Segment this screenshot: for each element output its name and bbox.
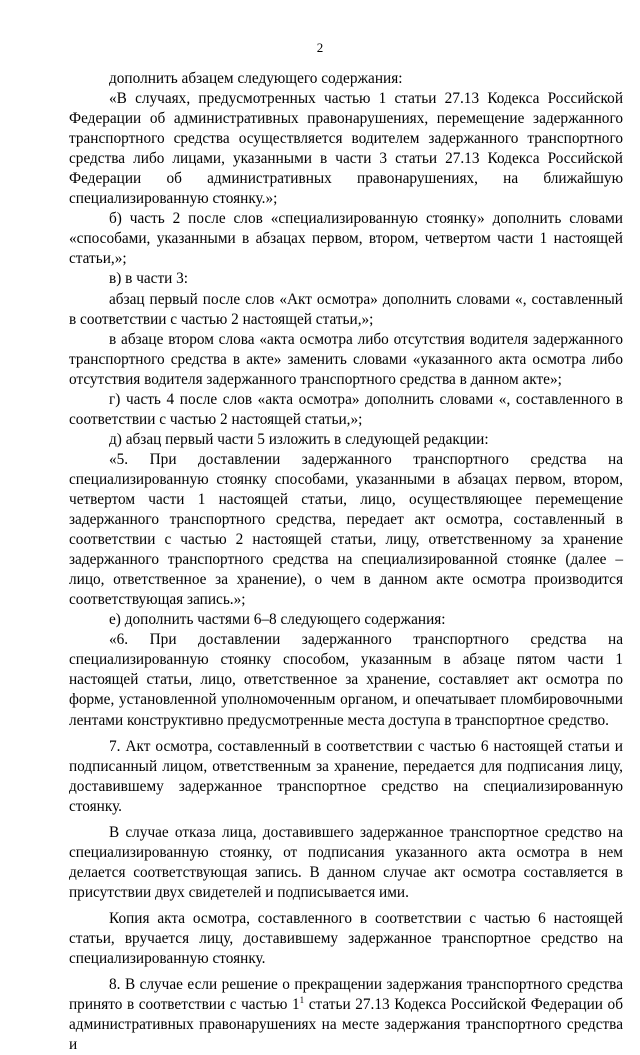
paragraph-part-8	[69, 975, 623, 1055]
paragraph-item-v: в) в части 3:	[109, 270, 189, 288]
paragraph-part-5: «5. При доставлении задержанного транспортного средства на специализированную стоянку способами, указанными в абзацах первом, втором, четвертом части 1 настоящей статьи, лицо, осуществляющее перемещение задержанного транспортного средства, передает акт осмотра, составленный в соответствии с частью 2 настоящей статьи, лицу, ответственному за хранение задержанного транспортного средства на специализированной стоянке (далее – лицо, ответственное за хранение), о чем в данном акте осмотра производится соответствующая запись.»;	[69, 450, 623, 609]
paragraph-quoted-text: «В случаях, предусмотренных частью 1 статьи 27.13 Кодекса Российской Федерации об административных правонарушениях, перемещение задержанного транспортного средства осуществляется водителем задержанного транспортного средства либо лицами, указанными в части 3 статьи 27.13 Кодекса Российской Федерации об административных правонарушениях, на ближайшую специализированную стоянку.»;	[69, 90, 623, 208]
document-body	[69, 69, 623, 1055]
paragraph-item-b: б) часть 2 после слов «специализированную стоянку» дополнить словами «способами, указанными в абзацах первом, втором, четвертом части 1 настоящей статьи,»;	[69, 210, 623, 268]
paragraph-part-8-text-before: 8. В случае если решение о прекращении задержания транспортного средства принято в соответствии с частью 1	[69, 976, 623, 1014]
superscript-mark: 1	[299, 995, 305, 1006]
paragraph-item-d: д) абзац первый части 5 изложить в следующей редакции:	[109, 430, 489, 448]
paragraph-item-g: г) часть 4 после слов «акта осмотра» дополнить словами «, составленного в соответствии с частью 2 настоящей статьи,»;	[69, 390, 623, 428]
paragraph-part-6: «6. При доставлении задержанного транспортного средства на специализированную стоянку способом, указанным в абзаце пятом части 1 настоящей статьи, лицо, ответственное за хранение, составляет акт осмотра по форме, установленной уполномоченным органом, и опечатывает пломбировочными лентами конструктивно предусмотренные места доступа в транспортное средство.	[69, 631, 623, 729]
paragraph-part-8-text-after: статьи 27.13 Кодекса Российской Федерации об административных правонарушениях на месте задержания транспортного средства и	[69, 996, 623, 1054]
page-number: 2	[316, 40, 324, 55]
paragraph-second-abzac: в абзаце втором слова «акта осмотра либо отсутствия водителя задержанного транспортного средства в акте» заменить словами «указанного акта осмотра либо отсутствия водителя задержанного транспортного средства в данном акте»;	[69, 330, 623, 388]
paragraph-copy: Копия акта осмотра, составленного в соответствии с частью 6 настоящей статьи, вручается лицу, доставившему задержанное транспортное средство на специализированную стоянку.	[69, 909, 623, 968]
paragraph-first-abzac: абзац первый после слов «Акт осмотра» дополнить словами «, составленный в соответствии с частью 2 настоящей статьи,»;	[69, 290, 623, 328]
paragraph-part-7: 7. Акт осмотра, составленный в соответствии с частью 6 настоящей статьи и подписанный лицом, ответственным за хранение, передается для подписания лицу, доставившему задержанное транспортное средство на специализированную стоянку.	[69, 737, 623, 815]
paragraph-item-e: е) дополнить частями 6–8 следующего содержания:	[109, 611, 446, 629]
paragraph-refusal: В случае отказа лица, доставившего задержанное транспортное средство на специализированную стоянку, от подписания указанного акта осмотра в нем делается соответствующая запись. В данном случае акт осмотра составляется в присутствии двух свидетелей и подписывается ими.	[69, 823, 623, 901]
paragraph-intro: дополнить абзацем следующего содержания:	[109, 70, 403, 87]
